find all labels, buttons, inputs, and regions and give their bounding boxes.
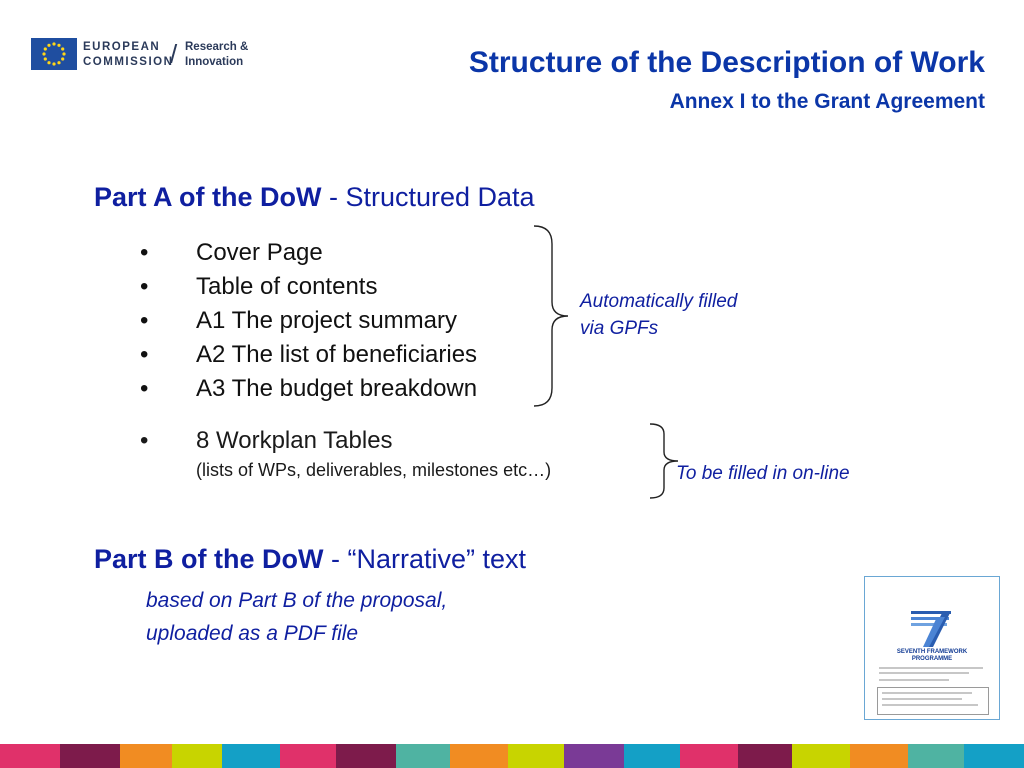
- stripe-segment: [120, 744, 172, 768]
- logo-slash: /: [170, 39, 178, 69]
- part-b-heading-rest: - “Narrative” text: [323, 544, 527, 574]
- stripe-segment: [336, 744, 396, 768]
- thumb-text-line: [879, 667, 983, 669]
- part-b-sub-2: uploaded as a PDF file: [146, 622, 359, 645]
- stripe-segment: [508, 744, 564, 768]
- logo-line-1: EUROPEAN: [83, 41, 161, 53]
- part-b-sub-1: based on Part B of the proposal,: [146, 589, 448, 612]
- fp7-logo-icon: [907, 607, 959, 649]
- logo-line-2: COMMISSION: [83, 56, 174, 68]
- stripe-segment: [964, 744, 1024, 768]
- stripe-segment: [60, 744, 120, 768]
- auto-filled-note-line-1: Automatically filled: [580, 291, 738, 312]
- part-b-heading-bold: Part B of the DoW: [94, 544, 324, 574]
- fp7-line-2: PROGRAMME: [911, 656, 953, 662]
- part-b-heading: [94, 544, 526, 575]
- thumb-table: [877, 687, 989, 715]
- part-a-heading-bold: Part A of the DoW: [94, 182, 322, 212]
- part-b-description: [146, 584, 447, 650]
- stripe-segment: [396, 744, 450, 768]
- stripe-segment: [850, 744, 908, 768]
- stripe-segment: [738, 744, 792, 768]
- part-a-heading-rest: - Structured Data: [321, 182, 535, 212]
- stripe-segment: [450, 744, 508, 768]
- eu-flag-icon: [31, 38, 77, 70]
- stripe-segment: [792, 744, 850, 768]
- fp7-logo-text: [893, 649, 971, 663]
- right-brace-icon: [532, 224, 572, 408]
- stripe-segment: [680, 744, 738, 768]
- stripe-segment: [0, 744, 60, 768]
- online-note: To be filled in on-line: [676, 463, 850, 484]
- workplan-label: 8 Workplan Tables: [196, 427, 393, 454]
- logo-sub-2: Innovation: [185, 56, 244, 68]
- footer-color-stripe: [0, 744, 1024, 768]
- fp7-document-thumbnail: [864, 576, 1000, 720]
- stripe-segment: [222, 744, 280, 768]
- european-commission-logo: [31, 38, 271, 72]
- slide-subtitle: Annex I to the Grant Agreement: [669, 90, 985, 113]
- logo-wordmark: [83, 40, 173, 70]
- thumb-text-line: [879, 679, 949, 681]
- auto-filled-note-line-2: via GPFs: [580, 318, 659, 339]
- stripe-segment: [280, 744, 336, 768]
- logo-sub-1: Research &: [185, 41, 249, 53]
- stripe-segment: [564, 744, 624, 768]
- auto-filled-note: [580, 288, 737, 342]
- thumb-text-line: [879, 672, 969, 674]
- bullet: •: [140, 427, 149, 454]
- stripe-segment: [172, 744, 222, 768]
- stripe-segment: [624, 744, 680, 768]
- workplan-sub: (lists of WPs, deliverables, milestones etc…): [196, 460, 552, 480]
- stripe-segment: [908, 744, 964, 768]
- logo-subtitle: [185, 40, 248, 70]
- part-a-heading: [94, 182, 535, 213]
- fp7-line-1: SEVENTH FRAMEWORK: [896, 649, 968, 655]
- slide-title: Structure of the Description of Work: [468, 46, 985, 79]
